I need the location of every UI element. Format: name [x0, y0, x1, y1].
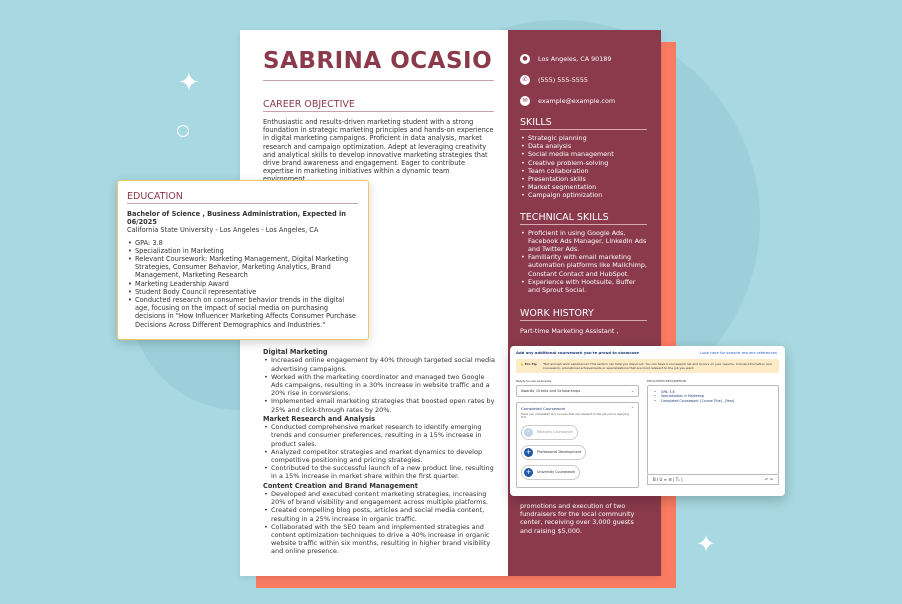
- coursework-panel-subtitle: Have you completed any courses that are relevant to the job you're applying for?: [521, 412, 629, 420]
- examples-label: Ready-to-use examples: [516, 379, 552, 383]
- undo-redo-buttons[interactable]: ↶ ↷: [765, 477, 773, 482]
- list-item: • Marketing Leadership Award: [127, 280, 358, 288]
- examples-select[interactable]: [516, 385, 639, 397]
- description-label: EDUCATION DESCRIPTION: [647, 379, 686, 383]
- list-item: • Experience with Hootsuite, Buffer and Sprout Social.: [520, 278, 647, 294]
- list-item: • Increased online engagement by 40% through targeted social media advertising campaigns.: [263, 356, 495, 372]
- work-history-text: promotions and execution of two fundraisers for the local community center, receiving over 3,000 guests and raising $5,000.: [520, 502, 635, 535]
- location-pin-icon: ●: [520, 54, 530, 64]
- list-item: • Contributed to the successful launch of a new product line, resulting in a 15% increase in market share within the first quarter.: [263, 464, 495, 480]
- education-school: California State University - Los Angeles - Los Angeles, CA: [127, 226, 319, 235]
- list-item: • Conducted research on consumer behavior trends in the digital age, focusing on the impact of social media on purchasing decisions in "How Influencer Marketing Affects Consumer Purchase Decisions Across Different Demographics and Industries.": [127, 296, 358, 329]
- pro-tip-label: 💡 Pro Tip: [520, 362, 537, 366]
- list-item: • Student Body Council representative: [127, 288, 358, 296]
- list-item: • Data analysis: [520, 142, 647, 150]
- list-item: • Created compelling blog posts, articles and social media content, resulting in a 25% increase in organic traffic.: [263, 506, 495, 522]
- work-history-job: Part-time Marketing Assistant ,: [520, 327, 619, 336]
- experience-list: [263, 356, 495, 413]
- resume-name: SABRINA OCASIO: [263, 48, 494, 81]
- resume-builder-panel: [510, 346, 785, 496]
- list-item: • GPA: 3.8: [127, 239, 358, 247]
- education-card: [117, 180, 369, 340]
- builder-question: Add any additional coursework you're proud to showcase: [516, 350, 639, 355]
- list-item: • Strategic planning: [520, 134, 647, 142]
- example-chip-relevant-coursework[interactable]: [521, 425, 578, 440]
- chevron-down-icon: ⌄: [630, 389, 634, 393]
- list-item: • Campaign optimization: [520, 191, 647, 199]
- sample-references-link[interactable]: Look here for sample resume references: [700, 350, 777, 355]
- sparkle-icon: ✦: [696, 530, 717, 558]
- list-item: • Specialization in Marketing: [127, 247, 358, 255]
- list-item: • Social media management: [520, 150, 647, 158]
- circle-icon: [177, 125, 189, 137]
- list-item: • Collaborated with the SEO team and implemented strategies and content optimization techniques to drive a 40% increase in organic website traffic within six months, resulting in higher brand visibility and online presence.: [263, 523, 495, 556]
- coursework-panel: [516, 402, 639, 488]
- list-item: • Relevant Coursework: Marketing Management, Digital Marketing Strategies, Consumer Behavior, Marketing Analytics, Brand Management, Marketing Research: [127, 255, 358, 280]
- coursework-panel-header[interactable]: [521, 406, 634, 411]
- list-item: • Completed Coursework: [Course Title] - [Year]: [653, 399, 773, 403]
- example-chip-professional-development[interactable]: [521, 445, 586, 460]
- experience-list: [263, 423, 495, 480]
- list-item: • Analyzed competitor strategies and market dynamics to develop competitive positioning and pricing strategies.: [263, 448, 495, 464]
- description-column: [647, 379, 779, 488]
- list-item: • Developed and executed content marketing strategies, increasing 20% of brand visibility and engagement across multiple platforms.: [263, 490, 495, 506]
- list-item: • Conducted comprehensive market research to identify emerging trends and consumer preferences, resulting in a 15% increase in product sales.: [263, 423, 495, 448]
- phone-text: (555) 555-5555: [538, 76, 588, 84]
- technical-skills-title: TECHNICAL SKILLS: [520, 212, 647, 225]
- list-item: • Familiarity with email marketing automation platforms like Mailchimp, Constant Contact and HubSpot.: [520, 253, 647, 278]
- coursework-panel-title: Completed Coursework: [521, 406, 566, 411]
- experience-title: Content Creation and Brand Management: [263, 481, 418, 490]
- examples-column: [516, 379, 639, 488]
- skills-list: [520, 134, 647, 200]
- pro-tip-banner: [516, 359, 779, 373]
- chip-label: Relevant Coursework: [537, 430, 574, 435]
- contact-email: [520, 96, 647, 106]
- example-chip-university-coursework[interactable]: [521, 465, 580, 480]
- examples-select-value: Awards, Grants and Scholarships: [521, 389, 581, 393]
- check-icon: ✓: [524, 428, 533, 437]
- builder-header: [510, 346, 785, 355]
- editor-toolbar: [647, 475, 779, 485]
- career-objective-text: Enthusiastic and results-driven marketing student with a strong foundation in strategic marketing principles and hands-on experience in digital marketing campaigns. Proficient in data analysis, market research and campaign optimization. Adept at leveraging creativity and analytical skills to develop innovative marketing strategies that drive brand awareness and engagement. Eager to contribute expertise in marketing initiatives within a dynamic team: [263, 118, 494, 176]
- contact-location: [520, 54, 647, 64]
- plus-icon: +: [525, 447, 532, 456]
- work-history-title: WORK HISTORY: [520, 308, 647, 321]
- editor-list: [653, 390, 773, 403]
- email-text: example@example.com: [538, 97, 616, 105]
- list-item: • Specialization in Marketing: [653, 394, 773, 398]
- builder-columns: [510, 373, 785, 488]
- education-list: [127, 239, 358, 329]
- format-buttons[interactable]: B I U ≡ ☰ | Tₓ |: [653, 477, 683, 482]
- experience-title: Market Research and Analysis: [263, 414, 376, 423]
- list-item: • Creative problem-solving: [520, 159, 647, 167]
- sparkle-icon: ✦: [178, 68, 200, 98]
- list-item: • Implemented email marketing strategies that boosted open rates by 25% and click-through rates by 20%.: [263, 397, 495, 413]
- phone-icon: ✆: [520, 75, 530, 85]
- contact-phone: [520, 75, 647, 85]
- skills-title: SKILLS: [520, 117, 647, 130]
- list-item: • Team collaboration: [520, 167, 647, 175]
- list-item: • Presentation skills: [520, 175, 647, 183]
- career-objective-title: CAREER OBJECTIVE: [263, 99, 494, 112]
- chevron-up-icon: ⌃: [630, 406, 634, 411]
- education-degree: Bachelor of Science , Business Administration, Expected in 06/2025: [127, 210, 346, 227]
- list-item: • GPA: 3.8: [653, 390, 773, 394]
- education-title: EDUCATION: [127, 191, 358, 204]
- experience-section: [263, 347, 495, 556]
- experience-title: Digital Marketing: [263, 348, 328, 356]
- experience-list: [263, 490, 495, 556]
- list-item: • Worked with the marketing coordinator and managed two Google Ads campaigns, resulting in a 30% increase in website traffic and a 20% rise in conversions.: [263, 373, 495, 398]
- chip-label: University Coursework: [537, 470, 576, 475]
- mail-icon: ✉: [520, 96, 530, 106]
- chip-label: Professional Development: [537, 450, 582, 455]
- list-item: • Market segmentation: [520, 183, 647, 191]
- plus-icon: +: [525, 467, 532, 476]
- pro-tip-text: "Not enough work experience? This section can help you stand out. You can have a coursework list and honors on your resume. Include information and coursework, educational achievements or specializations that are most relevant to the job you want.: [542, 362, 772, 370]
- technical-skills-list: [520, 229, 647, 295]
- list-item: • Proficient in using Google Ads, Facebook Ads Manager, LinkedIn Ads and Twitter Ads.: [520, 229, 647, 254]
- location-text: Los Angeles, CA 90189: [538, 55, 612, 63]
- description-editor[interactable]: [647, 385, 779, 475]
